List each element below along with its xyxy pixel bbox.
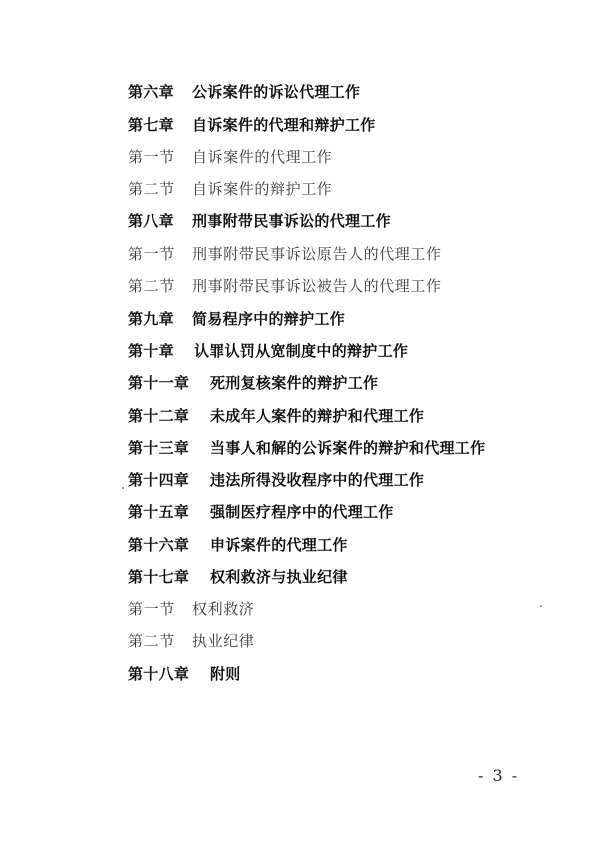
toc-chapter-9: [128, 307, 345, 331]
page-number: - 3 -: [478, 766, 520, 785]
chapter-title: 公诉案件的诉讼代理工作: [192, 83, 361, 101]
chapter-number: 第八章: [128, 212, 174, 230]
toc-chapter-7: [128, 113, 376, 137]
chapter-number: 第十七章: [128, 568, 190, 586]
section-title: 执业纪律: [192, 632, 255, 650]
chapter-number: 第九章: [128, 310, 174, 328]
section-number: 第二节: [128, 277, 175, 295]
toc-chapter-15: [128, 500, 394, 524]
chapter-title: 自诉案件的代理和辩护工作: [192, 116, 376, 134]
section-title: 刑事附带民事诉讼被告人的代理工作: [192, 277, 442, 295]
toc-chapter-11: [128, 371, 378, 395]
toc-section-8-2: [128, 274, 442, 298]
chapter-number: 第十二章: [128, 407, 190, 425]
chapter-number: 第七章: [128, 116, 174, 134]
chapter-title: 申诉案件的代理工作: [210, 536, 348, 554]
section-title: 刑事附带民事诉讼原告人的代理工作: [192, 245, 442, 263]
toc-section-7-1: [128, 145, 332, 169]
toc-chapter-16: [128, 533, 348, 557]
chapter-title: 当事人和解的公诉案件的辩护和代理工作: [210, 439, 486, 457]
chapter-number: 第十三章: [128, 439, 190, 457]
toc-section-7-2: [128, 177, 332, 201]
section-number: 第一节: [128, 148, 175, 166]
chapter-title: 认罪认罚从宽制度中的辩护工作: [194, 342, 409, 360]
toc-section-17-1: [128, 597, 254, 621]
chapter-title: 死刑复核案件的辩护工作: [210, 374, 379, 392]
chapter-title: 强制医疗程序中的代理工作: [210, 503, 394, 521]
toc-chapter-6: [128, 80, 360, 104]
chapter-number: 第十章: [128, 342, 174, 360]
section-number: 第二节: [128, 180, 175, 198]
toc-chapter-8: [128, 209, 391, 233]
section-number: 第二节: [128, 632, 175, 650]
chapter-title: 刑事附带民事诉讼的代理工作: [192, 212, 391, 230]
section-number: 第一节: [128, 600, 175, 618]
chapter-number: 第十八章: [128, 665, 190, 683]
toc-section-8-1: [128, 242, 442, 266]
toc-section-17-2: [128, 629, 254, 653]
section-title: 自诉案件的代理工作: [192, 148, 333, 166]
chapter-title: 权利救济与执业纪律: [210, 568, 348, 586]
toc-chapter-12: [128, 404, 424, 428]
toc-chapter-17: [128, 565, 348, 589]
chapter-number: 第十四章: [128, 471, 190, 489]
toc-chapter-18: [128, 662, 241, 686]
toc-chapter-13: [128, 436, 485, 460]
toc-chapter-14: [128, 468, 424, 492]
toc-chapter-10: [128, 339, 408, 363]
section-number: 第一节: [128, 245, 175, 263]
chapter-title: 附则: [210, 665, 241, 683]
section-title: 自诉案件的辩护工作: [192, 180, 333, 198]
scan-speck: [122, 487, 124, 489]
chapter-number: 第六章: [128, 83, 174, 101]
chapter-number: 第十一章: [128, 374, 190, 392]
scan-speck: [540, 605, 542, 607]
chapter-number: 第十五章: [128, 503, 190, 521]
chapter-title: 违法所得没收程序中的代理工作: [210, 471, 425, 489]
chapter-number: 第十六章: [128, 536, 190, 554]
chapter-title: 简易程序中的辩护工作: [192, 310, 346, 328]
section-title: 权利救济: [192, 600, 255, 618]
chapter-title: 未成年人案件的辩护和代理工作: [210, 407, 425, 425]
